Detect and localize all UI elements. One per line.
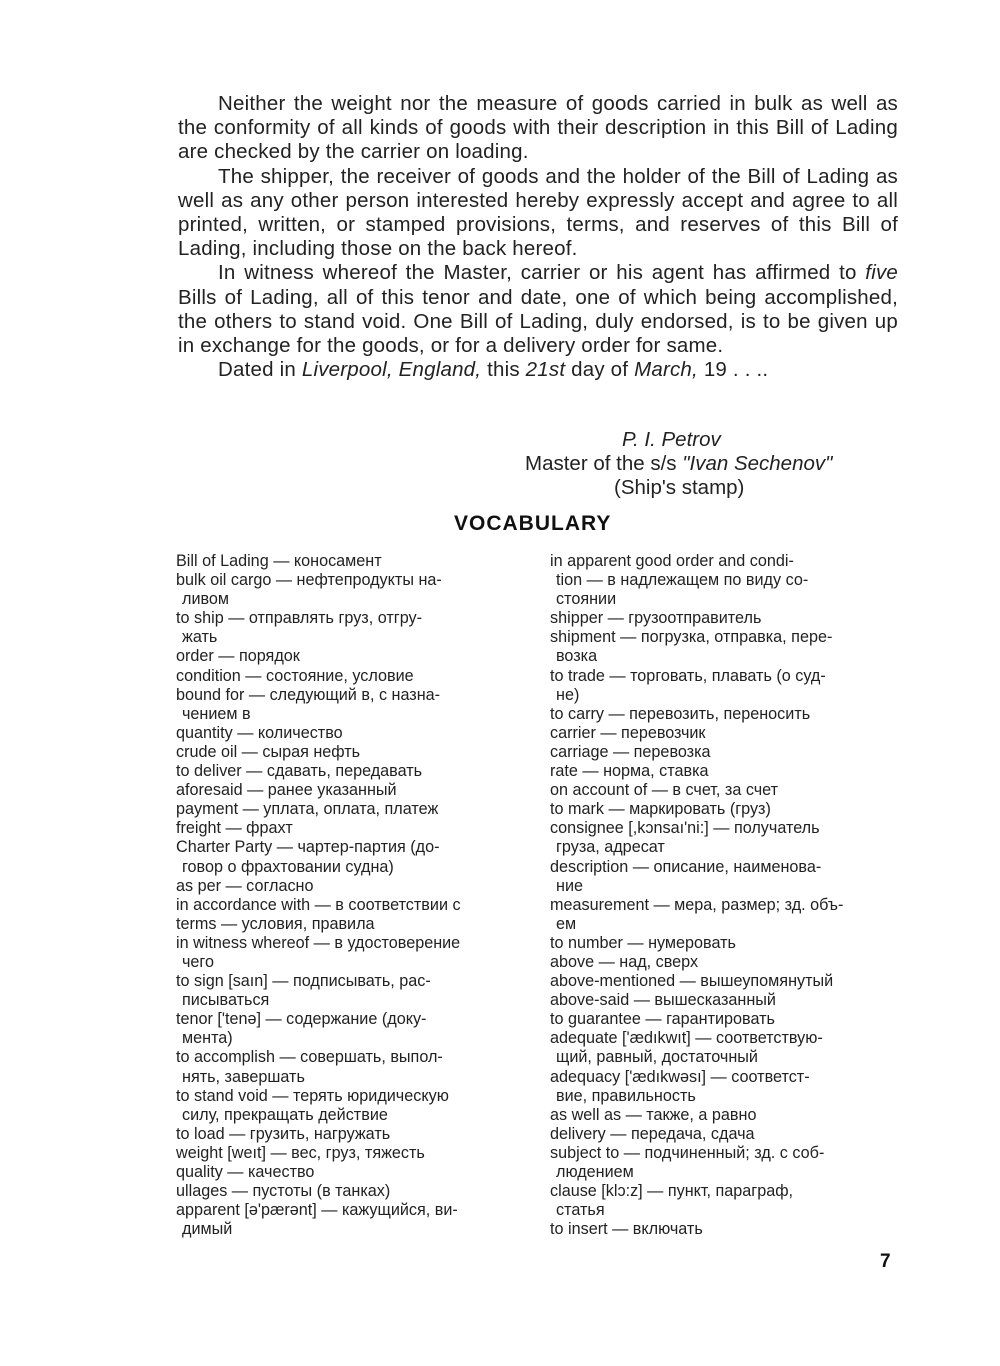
vocabulary-entry bbox=[550, 743, 900, 762]
vocabulary-entry-line: apparent [ə'pærənt] — кажущийся, ви- bbox=[176, 1201, 458, 1220]
paragraph-3: In witness whereof the Master, carrier or his agent has affirmed to five Bills of Lading, all of this tenor and date, one of which being accomplished, the others to stand void. One Bill of Lading, duly endorsed, is to be given up in exchange for the goods, or for a delivery order for same. bbox=[178, 261, 898, 358]
vocabulary-entry bbox=[176, 1125, 526, 1144]
vocabulary-entry-line: description — описание, наименова- bbox=[550, 857, 822, 876]
vocabulary-entry-line: shipper — грузоотправитель bbox=[550, 609, 762, 628]
vocabulary-entry-continuation: жать bbox=[182, 628, 218, 647]
vocabulary-entry-line: above-mentioned — вышеупомянутый bbox=[550, 972, 834, 991]
vocabulary-entry bbox=[176, 686, 526, 724]
vocabulary-entry-continuation: tion — в надлежащем по виду со- bbox=[556, 571, 809, 590]
vocabulary-entry-line: Charter Party — чартер-партия (до- bbox=[176, 838, 440, 857]
vocabulary-entry bbox=[176, 1144, 526, 1163]
vocabulary-entry-line: crude oil — сырая нефть bbox=[176, 742, 361, 761]
vocabulary-entry bbox=[550, 896, 900, 934]
vocabulary-entry bbox=[176, 915, 526, 934]
vocabulary-heading: VOCABULARY bbox=[454, 512, 612, 535]
vocabulary-entry-line: freight — фрахт bbox=[176, 819, 293, 838]
vocabulary-entry-line: shipment — погрузка, отправка, пере- bbox=[550, 628, 833, 647]
vocabulary-entry-line: to sign [saın] — подписывать, рас- bbox=[176, 972, 431, 991]
vocabulary-entry-continuation: силу, прекращать действие bbox=[182, 1105, 388, 1124]
vocabulary-entry bbox=[550, 972, 900, 991]
vocabulary-entry-line: delivery — передача, сдача bbox=[550, 1124, 755, 1143]
vocabulary-entry-line: to ship — отправлять груз, отгру- bbox=[176, 609, 422, 628]
signatory-title: Master of the s/s "Ivan Sechenov" bbox=[525, 452, 833, 475]
vocabulary-entry bbox=[176, 934, 526, 972]
vocabulary-entry bbox=[176, 800, 526, 819]
vocabulary-entry-line: quantity — количество bbox=[176, 723, 343, 742]
vocabulary-entry-continuation: статья bbox=[556, 1201, 605, 1220]
vocabulary-entry-continuation: димый bbox=[182, 1220, 233, 1239]
vocabulary-entry bbox=[550, 705, 900, 724]
vocabulary-column-left bbox=[176, 552, 526, 1239]
vocabulary-entry-line: in apparent good order and condi- bbox=[550, 552, 794, 570]
vocabulary-entry-continuation: людением bbox=[556, 1163, 634, 1181]
vocabulary-entry-line: to accomplish — совершать, выпол- bbox=[176, 1048, 443, 1067]
vocabulary-entry-line: terms — условия, правила bbox=[176, 914, 375, 933]
vocabulary-entry bbox=[550, 1220, 900, 1239]
vocabulary-entry-line: to deliver — сдавать, передавать bbox=[176, 762, 423, 781]
vocabulary-entry bbox=[550, 800, 900, 819]
page-number: 7 bbox=[880, 1251, 891, 1272]
vocabulary-entry-continuation: ние bbox=[556, 876, 583, 895]
vocabulary-entry-line: to insert — включать bbox=[550, 1220, 703, 1239]
vocabulary-entry-line: in witness whereof — в удостоверение bbox=[176, 933, 461, 952]
vocabulary-entry-line: to load — грузить, нагружать bbox=[176, 1124, 391, 1143]
vocabulary-entry-line: payment — уплата, оплата, платеж bbox=[176, 800, 439, 819]
vocabulary-entry bbox=[176, 781, 526, 800]
vocabulary-entry bbox=[176, 743, 526, 762]
vocabulary-entry-line: weight [weıt] — вес, груз, тяжесть bbox=[176, 1143, 425, 1162]
vocabulary-entry bbox=[176, 972, 526, 1010]
vocabulary-entry-line: tenor ['tenə] — содержание (доку- bbox=[176, 1010, 427, 1029]
vocabulary-entry-line: clause [klɔ:z] — пункт, параграф, bbox=[550, 1182, 794, 1201]
vocabulary-entry bbox=[176, 819, 526, 838]
vocabulary-entry-line: aforesaid — ранее указанный bbox=[176, 781, 397, 800]
vocabulary-entry-line: to mark — маркировать (груз) bbox=[550, 800, 771, 819]
vocabulary-entry-line: to guarantee — гарантировать bbox=[550, 1010, 775, 1029]
vocabulary-entry-line: subject to — подчиненный; зд. с соб- bbox=[550, 1143, 825, 1162]
vocabulary-entry bbox=[176, 609, 526, 647]
vocabulary-entry bbox=[550, 1182, 900, 1220]
vocabulary-entry-line: to stand void — терять юридическую bbox=[176, 1086, 449, 1105]
vocabulary-entry-continuation: чением в bbox=[182, 704, 251, 723]
vocabulary-entry-line: in accordance with — в соответствии с bbox=[176, 895, 461, 914]
vocabulary-entry-line: to trade — торговать, плавать (о суд- bbox=[550, 666, 826, 685]
vocabulary-entry-line: as per — согласно bbox=[176, 876, 314, 895]
vocabulary-entry bbox=[550, 762, 900, 781]
vocabulary-entry bbox=[176, 1182, 526, 1201]
vocabulary-entry-continuation: ем bbox=[556, 914, 577, 933]
vocabulary-entry-line: Bill of Lading — коносамент bbox=[176, 552, 382, 570]
vocabulary-entry-line: to number — нумеровать bbox=[550, 933, 736, 952]
vocabulary-entry-line: bound for — следующий в, с назна- bbox=[176, 685, 441, 704]
vocabulary-entry-continuation: чего bbox=[182, 952, 214, 971]
vocabulary-entry bbox=[176, 1048, 526, 1086]
vocabulary-entry-continuation: не) bbox=[556, 685, 580, 704]
vocabulary-entry bbox=[550, 667, 900, 705]
signatory-name: P. I. Petrov bbox=[622, 428, 721, 451]
vocabulary-entry-line: carrier — перевозчик bbox=[550, 723, 706, 742]
vocabulary-entry-continuation: груза, адресат bbox=[556, 838, 665, 857]
vocabulary-entry bbox=[550, 819, 900, 857]
ship-stamp-note: (Ship's stamp) bbox=[614, 476, 745, 499]
vocabulary-entry-line: consignee [,kɔnsaı'ni:] — получатель bbox=[550, 819, 820, 838]
vocabulary-entry bbox=[176, 838, 526, 876]
vocabulary-entry-line: carriage — перевозка bbox=[550, 742, 711, 761]
vocabulary-entry bbox=[550, 1106, 900, 1125]
vocabulary-entry bbox=[176, 1087, 526, 1125]
vocabulary-entry-line: condition — состояние, условие bbox=[176, 666, 414, 685]
vocabulary-entry bbox=[176, 877, 526, 896]
vocabulary-entry bbox=[176, 667, 526, 686]
vocabulary-entry bbox=[550, 991, 900, 1010]
vocabulary-entry-line: to carry — перевозить, переносить bbox=[550, 704, 811, 723]
vocabulary-entry-line: measurement — мера, размер; зд. объ- bbox=[550, 895, 844, 914]
vocabulary-entry-line: on account of — в счет, за счет bbox=[550, 781, 779, 800]
vocabulary-column-right bbox=[550, 552, 900, 1239]
vocabulary-entry bbox=[550, 552, 900, 609]
vocabulary-entry bbox=[550, 953, 900, 972]
vocabulary-entry-continuation: стоянии bbox=[556, 590, 617, 609]
vocabulary-entry bbox=[550, 934, 900, 953]
paragraph-2: The shipper, the receiver of goods and the holder of the Bill of Lading as well as any other person interested hereby expressly accept and agree to all printed, written, or stamped provisions, terms, and reserves of this Bill of Lading, including those on the back hereof. bbox=[178, 164, 898, 261]
vocabulary-entry-continuation: щий, равный, достаточный bbox=[556, 1048, 758, 1067]
vocabulary-entry-continuation: писываться bbox=[182, 991, 270, 1010]
vocabulary-entry-continuation: возка bbox=[556, 647, 598, 666]
vocabulary-entry bbox=[550, 1068, 900, 1106]
vocabulary-entry-line: ullages — пустоты (в танках) bbox=[176, 1182, 391, 1201]
vocabulary-entry bbox=[176, 896, 526, 915]
vocabulary-entry-line: above-said — вышесказанный bbox=[550, 991, 776, 1010]
vocabulary-entry bbox=[550, 781, 900, 800]
vocabulary-entry bbox=[550, 858, 900, 896]
vocabulary-entry bbox=[176, 552, 526, 571]
vocabulary-entry bbox=[550, 628, 900, 666]
vocabulary-entry-continuation: говор о фрахтовании судна) bbox=[182, 857, 394, 876]
vocabulary-entry bbox=[176, 571, 526, 609]
vocabulary-entry-continuation: мента) bbox=[182, 1029, 233, 1048]
vocabulary-entry bbox=[176, 1163, 526, 1182]
vocabulary-entry-line: rate — норма, ставка bbox=[550, 762, 709, 781]
vocabulary-entry bbox=[550, 1029, 900, 1067]
vocabulary-entry bbox=[176, 1010, 526, 1048]
paragraph-1: Neither the weight nor the measure of goods carried in bulk as well as the conformity of all kinds of goods with their description in this Bill of Lading are checked by the carrier on loading. bbox=[178, 92, 898, 164]
vocabulary-entry bbox=[176, 647, 526, 666]
vocabulary-entry bbox=[176, 1201, 526, 1239]
vocabulary-entry-line: quality — качество bbox=[176, 1163, 315, 1181]
date-line: Dated in Liverpool, England, this 21st day of March, 19 . . .. bbox=[218, 358, 769, 382]
vocabulary-entry bbox=[550, 1010, 900, 1029]
vocabulary-entry bbox=[550, 1144, 900, 1182]
vocabulary-entry bbox=[550, 1125, 900, 1144]
vocabulary-entry-continuation: ливом bbox=[182, 590, 230, 609]
vocabulary-entry bbox=[550, 609, 900, 628]
vocabulary-entry-line: adequacy ['ædıkwəsı] — соответст- bbox=[550, 1067, 810, 1086]
vocabulary-entry-line: bulk oil cargo — нефтепродукты на- bbox=[176, 571, 442, 590]
vocabulary-entry-continuation: вие, правильность bbox=[556, 1086, 696, 1105]
vocabulary-entry bbox=[176, 724, 526, 743]
vocabulary-entry-line: order — порядок bbox=[176, 647, 300, 666]
vocabulary-entry-line: above — над, сверх bbox=[550, 952, 699, 971]
bill-of-lading-text bbox=[178, 92, 898, 382]
vocabulary-entry bbox=[176, 762, 526, 781]
vocabulary-entry-line: as well as — также, а равно bbox=[550, 1105, 757, 1124]
vocabulary-entry-continuation: нять, завершать bbox=[182, 1067, 305, 1086]
vocabulary-entry-line: adequate ['ædıkwıt] — соответствую- bbox=[550, 1029, 823, 1048]
vocabulary-entry bbox=[550, 724, 900, 743]
